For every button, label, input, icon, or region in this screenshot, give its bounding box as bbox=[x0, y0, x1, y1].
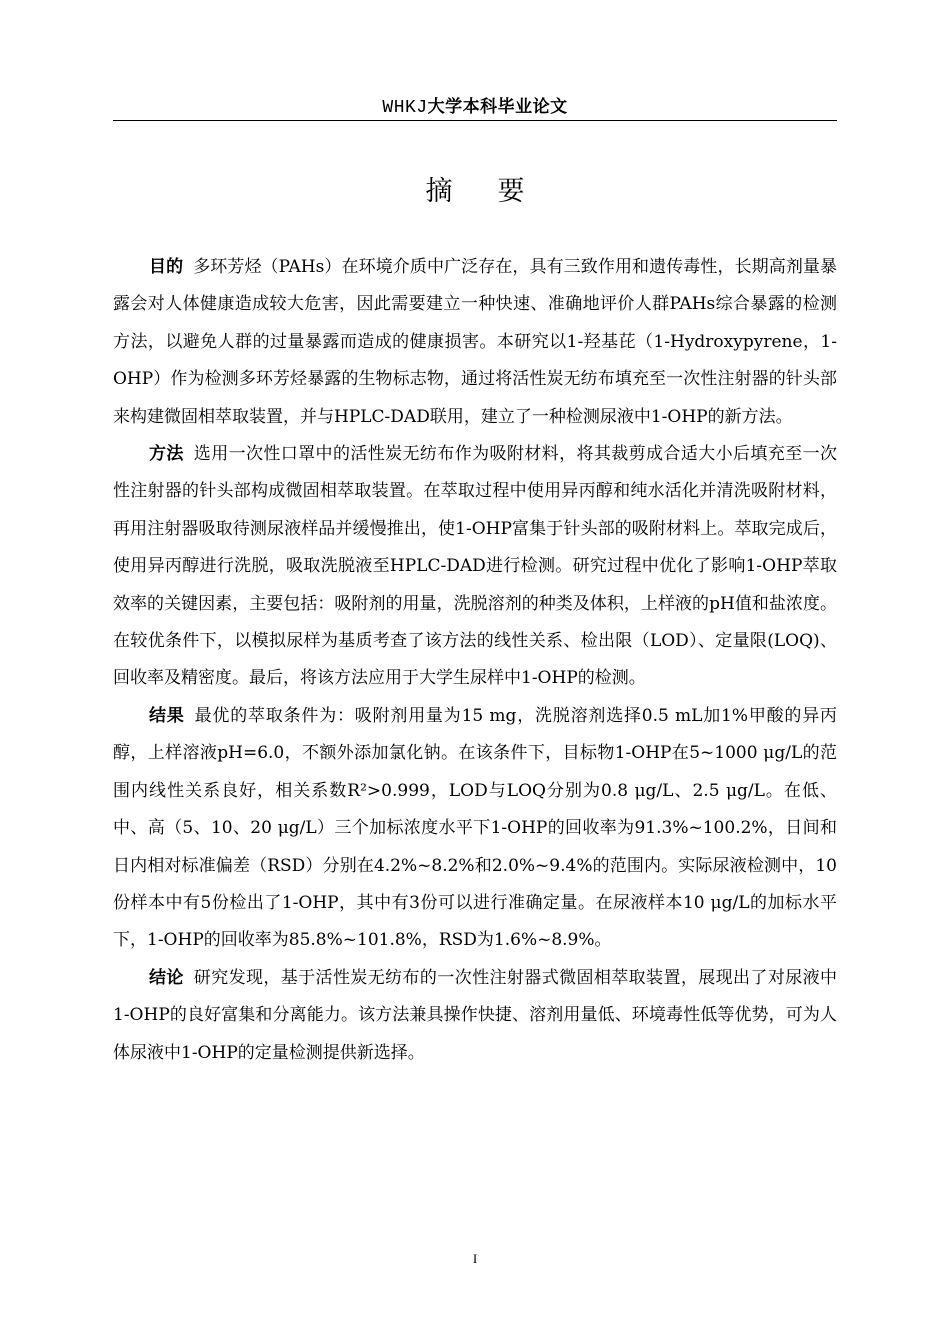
abstract-paragraph-methods bbox=[113, 436, 837, 698]
paragraph-label: 目的 bbox=[149, 257, 184, 277]
paragraph-text: 选用一次性口罩中的活性炭无纺布作为吸附材料，将其裁剪成合适大小后填充至一次性注射器的针头部构成微固相萃取装置。在萃取过程中使用异丙醇和纯水活化并清洗吸附材料，再用注射器吸取待测尿液样品并缓慢推出，使1-OHP富集于针头部的吸附材料上。萃取完成后，使用异丙醇进行洗脱，吸取洗脱液至HPLC-DAD进行检测。研究过程中优化了影响1-OHP萃取效率的关键因素，主要包括：吸附剂的用量，洗脱溶剂的种类及体积，上样液的pH值和盐浓度。在较优条件下，以模拟尿样为基质考查了该方法的线性关系、检出限（LOD）、定量限(LOQ)、回收率及精密度。最后，将该方法应用于大学生尿样中1-OHP的检测。 bbox=[113, 444, 838, 689]
abstract-paragraph-conclusion bbox=[113, 960, 837, 1072]
paragraph-text: 研究发现，基于活性炭无纺布的一次性注射器式微固相萃取装置，展现出了对尿液中1-OHP的良好富集和分离能力。该方法兼具操作快捷、溶剂用量低、环境毒性低等优势，可为人体尿液中1-OHP的定量检测提供新选择。 bbox=[113, 967, 838, 1063]
header-university-code: WHKJ bbox=[382, 98, 428, 118]
running-header bbox=[113, 93, 837, 121]
paragraph-label: 方法 bbox=[149, 444, 184, 465]
paragraph-label: 结果 bbox=[149, 705, 185, 726]
abstract-paragraph-purpose bbox=[113, 249, 837, 436]
page-number: I bbox=[472, 1251, 478, 1266]
abstract-body bbox=[113, 249, 837, 1072]
abstract-paragraph-results bbox=[113, 698, 837, 960]
paragraph-text: 最优的萃取条件为：吸附剂用量为15 mg，洗脱溶剂选择0.5 mL加1%甲酸的异丙醇，上样溶液pH=6.0，不额外添加氯化钠。在该条件下，目标物1-OHP在5~1000 μg/L的范围内线性关系良好，相关系数R²>0.999，LOD与LOQ分别为0.8 μg/L、2.5 μg/L。在低、中、高（5、10、20 μg/L）三个加标浓度水平下1-OHP的回收率为91.3%~100.2%，日间和日内相对标准偏差（RSD）分别在4.2%~8.2%和2.0%~9.4%的范围内。实际尿液检测中，10份样本中有5份检出了1-OHP，其中有3份可以进行准确定量。在尿液样本10 μg/L的加标水平下，1-OHP的回收率为85.8%~101.8%，RSD为1.6%~8.9%。 bbox=[113, 705, 838, 951]
paragraph-label: 结论 bbox=[149, 967, 184, 988]
header-rule bbox=[113, 120, 837, 121]
paragraph-text: 多环芳烃（PAHs）在环境介质中广泛存在，具有三致作用和遗传毒性，长期高剂量暴露会对人体健康造成较大危害，因此需要建立一种快速、准确地评价人群PAHs综合暴露的检测方法，以避免人群的过量暴露而造成的健康损害。本研究以1-羟基芘（1-Hydroxypyrene，1-OHP）作为检测多环芳烃暴露的生物标志物，通过将活性炭无纺布填充至一次性注射器的针头部来构建微固相萃取装置，并与HPLC-DAD联用，建立了一种检测尿液中1-OHP的新方法。 bbox=[113, 257, 838, 427]
page-title: 摘要 bbox=[425, 176, 570, 207]
header-thesis-label: 大学本科毕业论文 bbox=[427, 97, 568, 117]
